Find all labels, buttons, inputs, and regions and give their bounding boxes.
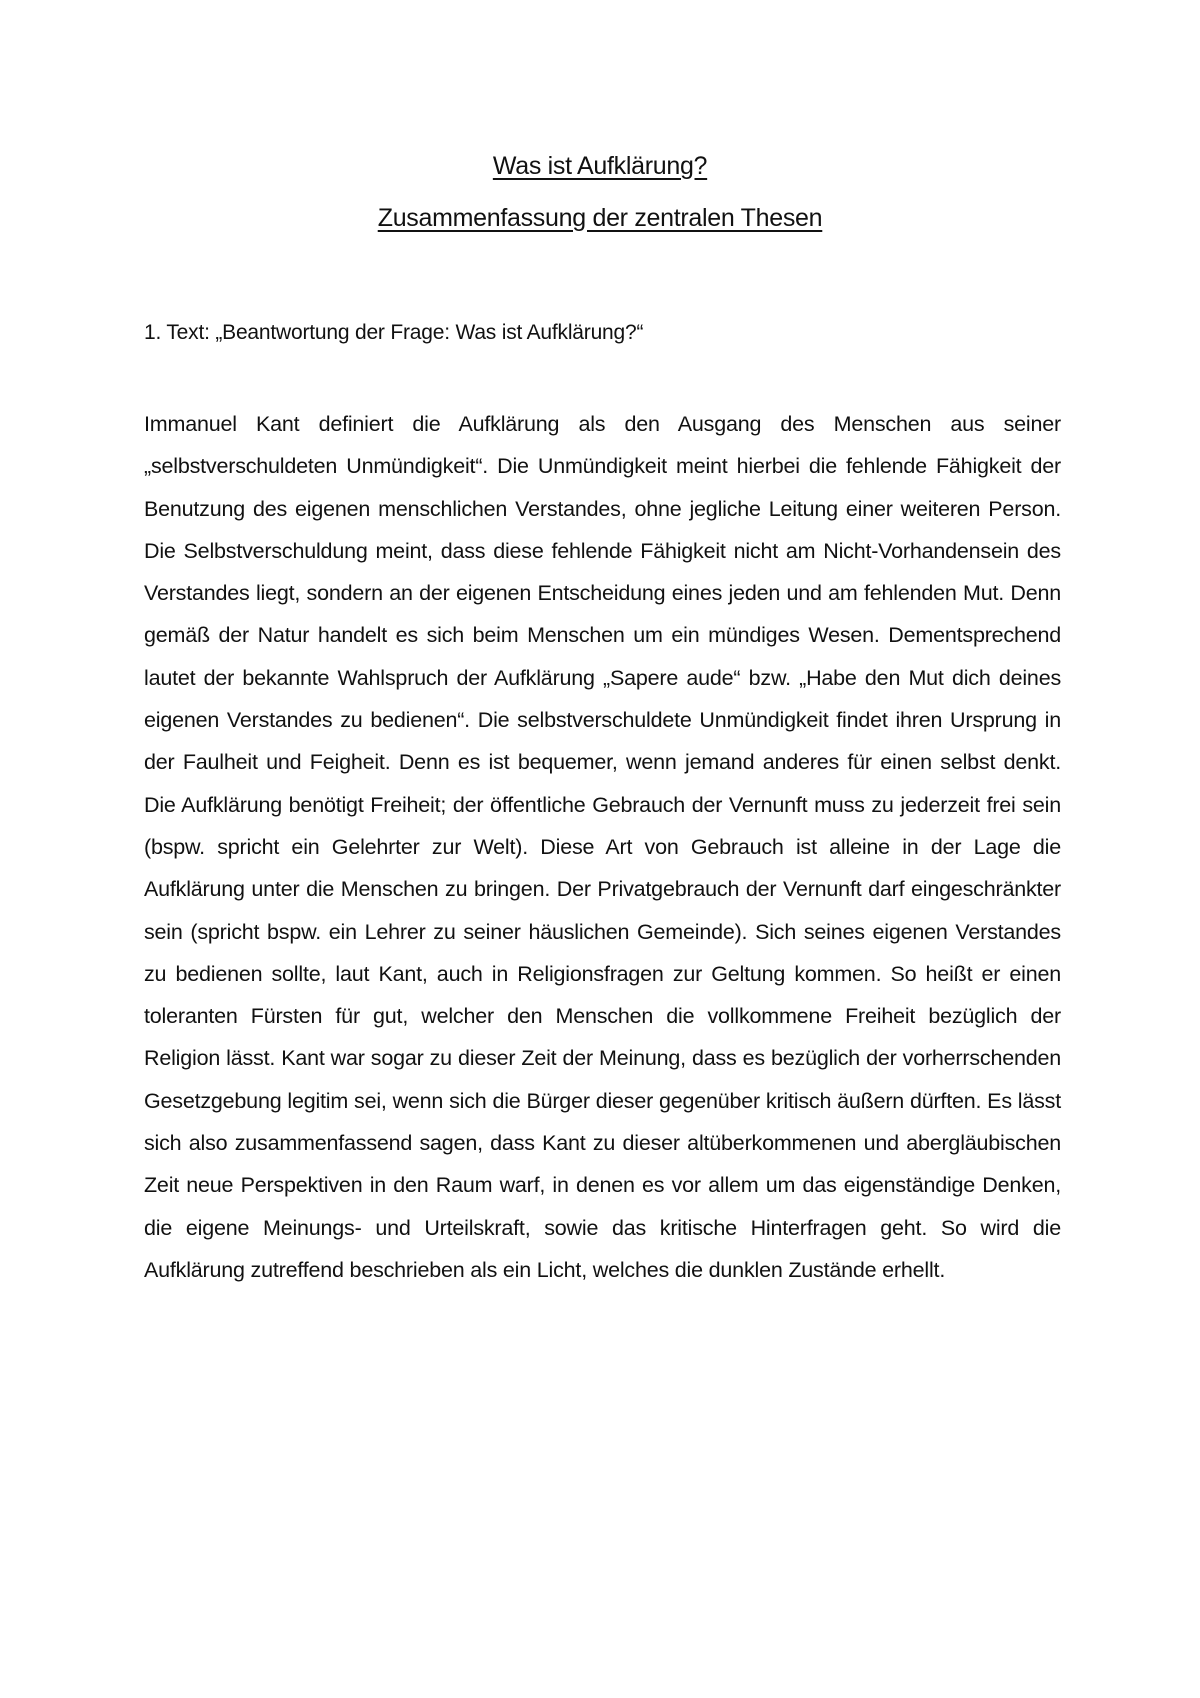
document-title: Was ist Aufklärung? xyxy=(492,152,708,180)
section-heading: 1. Text: „Beantwortung der Frage: Was ist Aufklärung?“ xyxy=(144,321,644,344)
document-subtitle: Zusammenfassung der zentralen Thesen xyxy=(377,204,823,232)
body-paragraph: Immanuel Kant definiert die Aufklärung als den Ausgang des Menschen aus seiner „selbstverschuldeten Unmündigkeit“. Die Unmündigkeit meint hierbei die fehlende Fähigkeit der Benutzung des eigenen menschlichen Verstandes, ohne jegliche Leitung einer weiteren Person. Die Selbstverschuldung meint, dass diese fehlende Fähigkeit nicht am Nicht-Vorhandensein des Verstandes liegt, sondern an der eigenen Entscheidung eines jeden und am fehlenden Mut. Denn gemäß der Natur handelt es sich beim Menschen um ein mündiges Wesen. Dementsprechend lautet der bekannte Wahlspruch der Aufklärung „Sapere aude“ bzw. „Habe den Mut dich deines eigenen Verstandes zu bedienen“. Die selbstverschuldete Unmündigkeit findet ihren Ursprung in der Faulheit und Feigheit. Denn es ist bequemer, wenn jemand anderes für einen selbst denkt. Die Aufklärung benötigt Freiheit; der öffentliche Gebrauch der Vernunft muss zu jederzeit frei sein (bspw. spricht ein Gelehrter zur Welt). Diese Art von Gebrauch ist alleine in der Lage die Aufklärung unter die Menschen zu bringen. Der Privatgebrauch der Vernunft darf eingeschränkter sein (spricht bspw. ein Lehrer zu seiner häuslichen Gemeinde). Sich seines eigenen Verstandes zu bedienen sollte, laut Kant, auch in Religionsfragen zur Geltung kommen. So heißt er einen toleranten Fürsten für gut, welcher den Menschen die vollkommene Freiheit bezüglich der Religion lässt. Kant war sogar zu dieser Zeit der Meinung, dass es bezüglich der vorherrschenden Gesetzgebung legitim sei, wenn sich die Bürger dieser gegenüber kritisch äußern dürften. Es lässt sich also zusammenfassend sagen, dass Kant zu dieser altüberkommenen und abergläubischen Zeit neue Perspektiven in den Raum warf, in denen es vor allem um das eigenständige Denken, die eigene Meinungs- und Urteilskraft, sowie das kritische Hinterfragen geht. So wird die Aufklärung zutreffend beschrieben als ein Licht, welches die dunklen Zustände erhellt. xyxy=(144,412,1061,1282)
title-block xyxy=(0,140,1200,244)
